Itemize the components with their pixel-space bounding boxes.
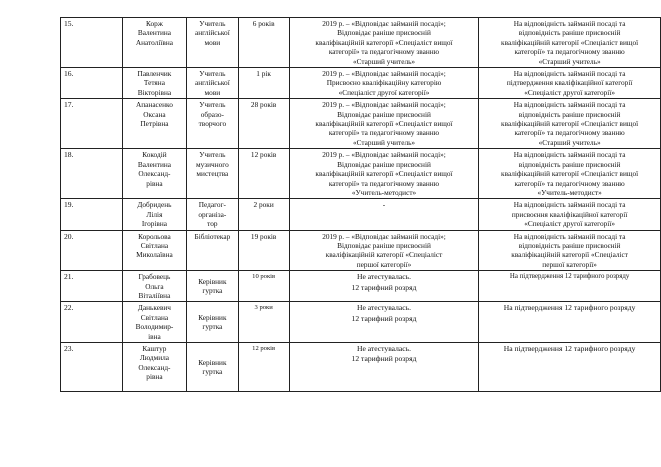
requested-attestation-line: кваліфікаційній категорії «Спеціаліст вищої (501, 37, 639, 47)
previous-attestation-line: 12 тарифний розряд (351, 313, 417, 323)
work-experience: 3 роки (238, 302, 289, 343)
employee-name-line: Вікторівна (137, 87, 172, 97)
employee-position-line: Керівник (198, 312, 227, 322)
employee-position (187, 343, 238, 392)
employee-position-line: тор (207, 219, 218, 229)
previous-attestation-line: 12 тарифний розряд (351, 282, 417, 292)
employee-position-line: Учитель (199, 100, 226, 110)
requested-attestation-line: відповідність раніше присвоєній (518, 159, 621, 169)
requested-attestation (479, 99, 661, 149)
work-experience: 10 років (238, 271, 289, 302)
previous-attestation-line: Не атестувалась. (357, 344, 412, 353)
work-experience: 12 років (238, 343, 289, 392)
employee-name (122, 149, 187, 199)
previous-attestation-line: - (382, 200, 386, 210)
employee-position-line: Учитель (199, 69, 226, 79)
previous-attestation-line: кваліфікаційній категорії «Спеціаліст вищої (315, 37, 453, 47)
previous-attestation-line: Не атестувалась. (357, 303, 412, 313)
requested-attestation-line: На відповідність займаній посаді та (513, 69, 626, 79)
employee-position-line: гуртка (202, 367, 223, 376)
employee-name-line: рівна (146, 372, 163, 382)
requested-attestation-line: відповідність раніше присвоєній (518, 109, 621, 119)
previous-attestation-line: «Старший учитель» (352, 56, 416, 66)
employee-name-line: Корольова (138, 231, 171, 241)
previous-attestation-line: «Учитель-методист» (351, 187, 417, 197)
employee-name-line: Корж (146, 19, 163, 28)
requested-attestation (479, 18, 661, 68)
employee-position-line: англійської (194, 28, 230, 38)
employee-position (187, 99, 238, 149)
employee-name-line: Добридень (137, 200, 172, 210)
employee-position (187, 302, 238, 343)
employee-position-line: Бібліотекар (194, 231, 231, 241)
employee-name-line: Данькевич (137, 303, 171, 313)
employee-position (187, 199, 238, 230)
employee-position-line: організа- (198, 209, 227, 219)
employee-name-line: Ігорівна (141, 219, 168, 229)
employee-name (122, 18, 187, 68)
employee-name-line: Апанасенко (136, 100, 173, 110)
previous-attestation-line: Відповідає раніше присвоєній (337, 240, 431, 250)
requested-attestation-line: кваліфікаційній категорії «Спеціаліст вищої (501, 119, 639, 129)
requested-attestation-line: На відповідність займаній посаді та (513, 231, 626, 241)
previous-attestation-line: «Старший учитель» (352, 137, 416, 147)
work-experience: 2 роки (238, 199, 289, 230)
employee-name-line: Кокодій (142, 150, 167, 160)
row-number: 23. (61, 343, 123, 392)
previous-attestation-line: Відповідає раніше присвоєній (337, 109, 431, 119)
row-number: 21. (61, 271, 123, 302)
employee-position-line: гуртка (202, 286, 223, 296)
employee-name (122, 343, 187, 392)
employee-name-line: Грабовець (138, 272, 171, 282)
employee-position-line: Керівник (198, 276, 227, 286)
requested-attestation-line: «Учитель-методист» (537, 187, 602, 197)
employee-name-line: Анатоліївна (135, 37, 174, 47)
requested-attestation-line: кваліфікаційній категорії «Спеціаліст вищої (501, 169, 639, 179)
requested-attestation-line: На підтвердження 12 тарифного розряду (503, 303, 636, 313)
employee-name-line: Тетяна (143, 78, 165, 88)
row-number: 18. (61, 149, 123, 199)
employee-position-line: творчого (198, 119, 227, 129)
requested-attestation-line: першої категорії» (542, 259, 597, 269)
employee-name-line: Валентина (137, 28, 172, 38)
requested-attestation (479, 230, 661, 271)
employee-position (187, 230, 238, 271)
requested-attestation-line: підтвердження кваліфікаційної категорії (506, 78, 633, 88)
requested-attestation-line: категорії» та педагогічному званню (514, 178, 625, 188)
table-row (61, 149, 661, 199)
work-experience: 12 років (238, 149, 289, 199)
table-row (61, 199, 661, 230)
employee-position (187, 68, 238, 99)
employee-name (122, 302, 187, 343)
employee-position-line: мови (204, 87, 221, 97)
employee-name-line: Каштур (142, 344, 167, 353)
employee-name (122, 68, 187, 99)
row-number: 15. (61, 18, 123, 68)
row-number: 22. (61, 302, 123, 343)
employee-name-line: Лілія (146, 209, 163, 219)
requested-attestation-line: відповідність раніше присвоєній (518, 240, 621, 250)
previous-attestation (289, 302, 478, 343)
employee-name-line: Світлана (140, 240, 169, 250)
previous-attestation-line: Відповідає раніше присвоєній (337, 28, 431, 38)
employee-position-line: гуртка (202, 322, 223, 332)
requested-attestation-line: На відповідність займаній посаді та (513, 100, 626, 110)
employee-name-line: Павленчик (137, 69, 172, 79)
requested-attestation-line: На відповідність займаній посаді та (513, 150, 626, 160)
previous-attestation-line: кваліфікаційній категорії «Спеціаліст вищої (315, 119, 453, 129)
row-number: 20. (61, 230, 123, 271)
employee-name-line: івна (148, 331, 161, 341)
employee-position-line: Учитель (199, 150, 226, 160)
previous-attestation-line: 2019 р. – «Відповідає займаній посаді»; (322, 150, 446, 160)
requested-attestation-line: «Спеціаліст другої категорії» (524, 87, 615, 97)
work-experience: 28 років (238, 99, 289, 149)
employee-name-line: Петрівна (140, 119, 169, 129)
employee-position-line: мистецтва (196, 169, 229, 179)
employee-name (122, 230, 187, 271)
previous-attestation-line: 12 тарифний розряд (351, 354, 417, 364)
previous-attestation (289, 99, 478, 149)
requested-attestation-line: На відповідність займаній посаді та (513, 200, 626, 210)
requested-attestation (479, 302, 661, 343)
employee-name-line: Олександ- (138, 362, 171, 372)
employee-name-line: рівна (146, 178, 163, 188)
employee-position-line: мови (204, 37, 221, 47)
table-row (61, 343, 661, 392)
previous-attestation (289, 199, 478, 230)
employee-name-line: Віталіївна (138, 290, 171, 300)
employee-name-line: Людмила (139, 353, 170, 363)
employee-name-line: Валентина (137, 159, 172, 169)
table-row (61, 99, 661, 149)
table-row (61, 18, 661, 68)
employee-position-line: Педагог- (198, 200, 226, 210)
employee-name-line: Оксана (143, 109, 166, 119)
previous-attestation (289, 18, 478, 68)
previous-attestation-line: Не атестувалась. (357, 272, 412, 282)
requested-attestation-line: На підтвердження 12 тарифного розряду (509, 273, 630, 281)
previous-attestation (289, 68, 478, 99)
employee-name-line: Олександ- (138, 169, 171, 179)
requested-attestation-line: присвоєння кваліфікаційної категорії (511, 209, 628, 219)
previous-attestation-line: 2019 р. – «Відповідає займаній посаді»; (322, 231, 446, 241)
previous-attestation-line: кваліфікаційній категорії «Спеціаліст вищої (315, 169, 453, 179)
previous-attestation-line: Присвоєно кваліфікаційну категорію (326, 78, 442, 88)
previous-attestation (289, 343, 478, 392)
requested-attestation-line: На відповідність займаній посаді та (513, 19, 626, 28)
requested-attestation-line: відповідність раніше присвоєній (518, 28, 621, 38)
attestation-table (60, 17, 661, 392)
previous-attestation-line: 2019 р. – «Відповідає займаній посаді»; (322, 19, 446, 28)
employee-position-line: образо- (200, 109, 224, 119)
previous-attestation (289, 230, 478, 271)
employee-position-line: англійської (194, 78, 230, 88)
previous-attestation-line: категорії» та педагогічному званню (328, 128, 440, 138)
requested-attestation-line: «Старший учитель» (538, 56, 601, 66)
employee-name (122, 99, 187, 149)
requested-attestation-line: категорії» та педагогічному званню (514, 47, 625, 57)
employee-position-line: музичного (195, 159, 229, 169)
employee-name (122, 271, 187, 302)
employee-name-line: Світлана (140, 312, 169, 322)
previous-attestation-line: кваліфікаційній категорії «Спеціаліст (325, 250, 443, 260)
table-row (61, 68, 661, 99)
previous-attestation-line: категорії» та педагогічному званню (328, 47, 440, 57)
table-row (61, 302, 661, 343)
work-experience: 1 рік (238, 68, 289, 99)
requested-attestation (479, 343, 661, 392)
employee-position (187, 271, 238, 302)
employee-position-line: Керівник (198, 357, 227, 367)
employee-name-line: Володимир- (135, 322, 174, 332)
work-experience: 6 років (238, 18, 289, 68)
table-row (61, 271, 661, 302)
requested-attestation-line: категорії» та педагогічному званню (514, 128, 625, 138)
employee-name (122, 199, 187, 230)
previous-attestation-line: «Спеціаліст другої категорії» (338, 87, 430, 97)
requested-attestation-line: «Спеціаліст другої категорії» (524, 219, 615, 229)
row-number: 19. (61, 199, 123, 230)
previous-attestation-line: першої категорії» (356, 259, 412, 269)
previous-attestation (289, 149, 478, 199)
employee-position-line: Учитель (199, 19, 226, 28)
requested-attestation-line: кваліфікаційній категорії «Спеціаліст (511, 250, 628, 260)
previous-attestation-line: 2019 р. – «Відповідає займаній посаді»; (322, 69, 446, 79)
previous-attestation-line: 2019 р. – «Відповідає займаній посаді»; (322, 100, 446, 110)
requested-attestation (479, 271, 661, 302)
previous-attestation-line: категорії» та педагогічному званню (328, 178, 440, 188)
row-number: 17. (61, 99, 123, 149)
row-number: 16. (61, 68, 123, 99)
requested-attestation (479, 149, 661, 199)
employee-position (187, 18, 238, 68)
requested-attestation-line: «Старший учитель» (538, 137, 601, 147)
previous-attestation-line: Відповідає раніше присвоєній (337, 159, 431, 169)
employee-position (187, 149, 238, 199)
document-page (60, 17, 661, 392)
table-row (61, 230, 661, 271)
work-experience: 19 років (238, 230, 289, 271)
employee-name-line: Ольга (145, 281, 164, 291)
employee-name-line: Миколаївна (136, 250, 173, 260)
requested-attestation (479, 199, 661, 230)
requested-attestation (479, 68, 661, 99)
requested-attestation-line: На підтвердження 12 тарифного розряду (503, 344, 636, 353)
previous-attestation (289, 271, 478, 302)
